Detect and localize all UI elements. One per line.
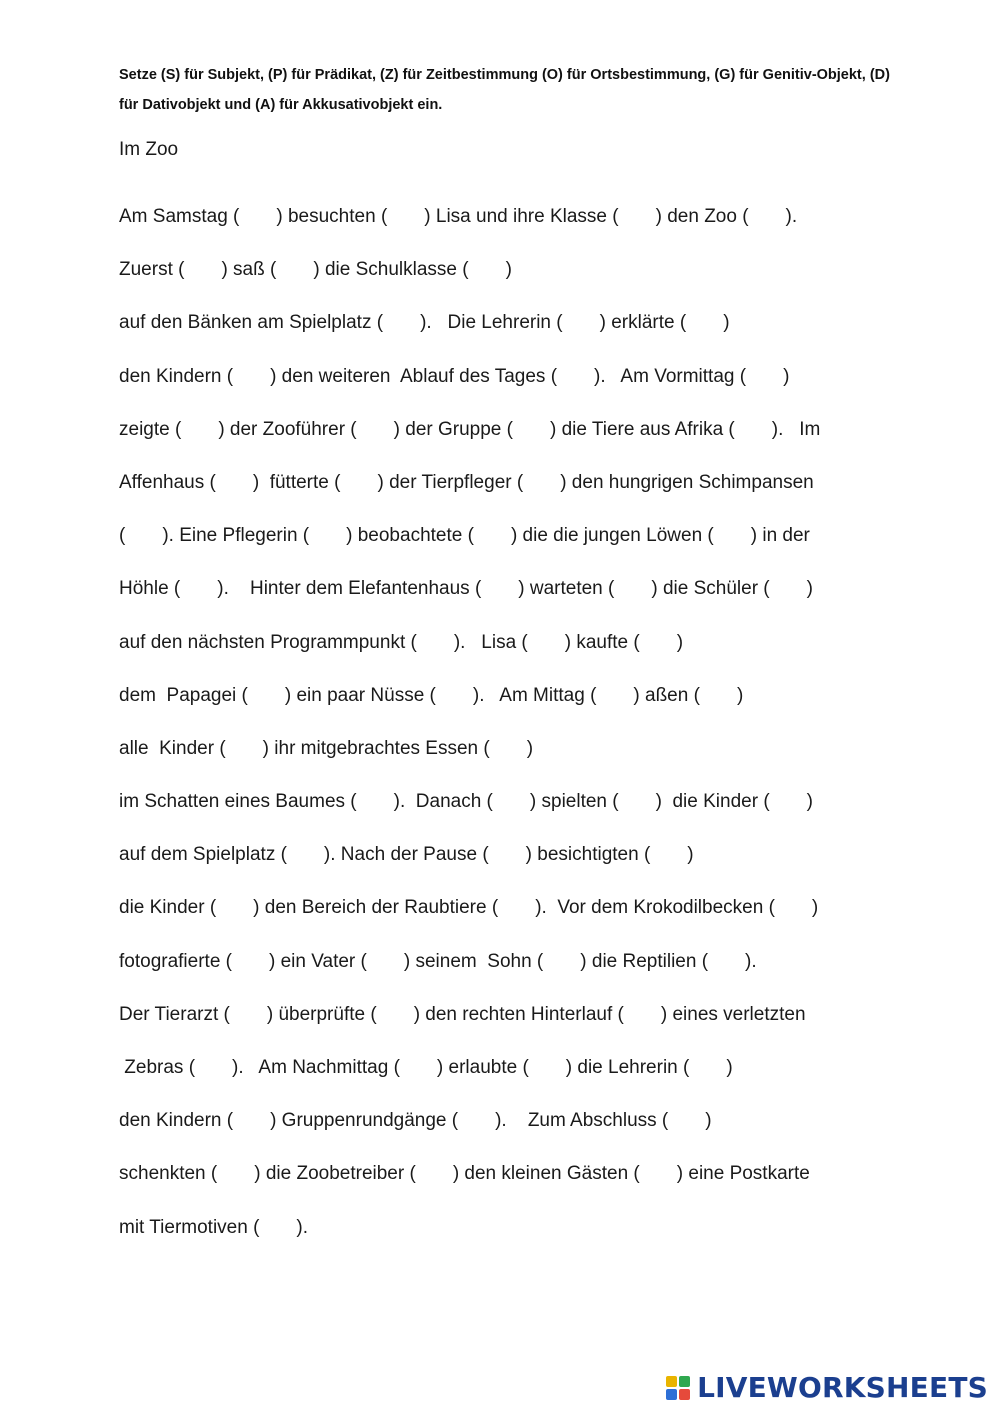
sentence-fragment: ) Lisa und ihre Klasse ( bbox=[424, 206, 619, 227]
answer-blank[interactable] bbox=[474, 521, 511, 547]
sentence-fragment: ) den hungrigen Schimpansen bbox=[560, 471, 814, 493]
answer-blank[interactable] bbox=[259, 1213, 296, 1239]
exercise-line bbox=[119, 786, 919, 839]
sentence-fragment: ) erklärte ( bbox=[599, 312, 687, 334]
sentence-fragment: auf den Bänken am Spielplatz ( bbox=[119, 312, 384, 334]
answer-blank[interactable] bbox=[640, 1159, 677, 1185]
sentence-fragment: ) den weiteren Ablauf des Tages ( bbox=[270, 365, 558, 387]
sentence-fragment: ). Nach der Pause ( bbox=[323, 844, 489, 866]
sentence-fragment: dem Papagei ( bbox=[119, 684, 248, 706]
answer-blank[interactable] bbox=[195, 1053, 232, 1079]
answer-blank[interactable] bbox=[640, 628, 677, 654]
sentence-fragment: ). Lisa ( bbox=[453, 631, 528, 653]
sentence-fragment: ) bbox=[687, 844, 694, 866]
sentence-fragment: ) den Zoo ( bbox=[655, 206, 749, 227]
answer-blank[interactable] bbox=[775, 893, 812, 919]
answer-blank[interactable] bbox=[735, 415, 772, 441]
answer-blank[interactable] bbox=[770, 787, 807, 813]
sentence-fragment: ) in der bbox=[750, 525, 810, 547]
sentence-fragment: ). Hinter dem Elefantenhaus ( bbox=[217, 578, 482, 600]
exercise-line bbox=[119, 1212, 919, 1265]
answer-blank[interactable] bbox=[309, 521, 346, 547]
exercise-line bbox=[119, 254, 919, 307]
sentence-fragment: ) bbox=[806, 578, 813, 600]
sentence-fragment: ) besichtigten ( bbox=[525, 844, 651, 866]
answer-blank[interactable] bbox=[708, 947, 745, 973]
exercise-line bbox=[119, 1158, 919, 1211]
footer-brand bbox=[665, 1371, 988, 1404]
answer-blank[interactable] bbox=[746, 362, 783, 388]
answer-blank[interactable] bbox=[340, 468, 377, 494]
sentence-fragment: ) bbox=[783, 365, 790, 387]
brand-name: LIVEWORKSHEETS bbox=[697, 1371, 988, 1404]
sentence-fragment: ). Danach ( bbox=[393, 791, 493, 813]
exercise-line bbox=[119, 307, 919, 360]
sentence-fragment: ) seinem Sohn ( bbox=[403, 950, 544, 972]
sentence-fragment: ) bbox=[736, 684, 744, 706]
sentence-fragment: ) aßen ( bbox=[633, 684, 700, 706]
answer-blank[interactable] bbox=[523, 468, 560, 494]
answer-blank[interactable] bbox=[184, 255, 221, 281]
sentence-fragment: ). Am Nachmittag ( bbox=[232, 1057, 400, 1078]
exercise-line bbox=[119, 946, 919, 999]
answer-blank[interactable] bbox=[714, 521, 751, 547]
answer-blank[interactable] bbox=[686, 308, 723, 334]
instruction-text: Setze (S) für Subjekt, (P) für Prädikat, (Z) für Zeitbestimmung (O) für Ortsbestimmung, (G) für Genitiv-Objekt, (D) für Dativobjekt und (A) für Akkusativobjekt ein. bbox=[119, 67, 890, 113]
answer-blank[interactable] bbox=[417, 628, 454, 654]
answer-blank[interactable] bbox=[563, 308, 600, 334]
answer-blank[interactable] bbox=[276, 255, 313, 281]
sentence-fragment: ) den kleinen Gästen ( bbox=[452, 1163, 640, 1185]
answer-blank[interactable] bbox=[239, 202, 276, 228]
answer-blank[interactable] bbox=[217, 1159, 254, 1185]
sentence-fragment: ) die Kinder ( bbox=[655, 791, 770, 813]
answer-blank[interactable] bbox=[650, 840, 687, 866]
answer-blank[interactable] bbox=[596, 681, 633, 707]
answer-blank[interactable] bbox=[513, 415, 550, 441]
exercise-line bbox=[119, 733, 919, 786]
answer-blank[interactable] bbox=[125, 521, 162, 547]
answer-blank[interactable] bbox=[233, 1106, 270, 1132]
sentence-fragment: auf dem Spielplatz ( bbox=[119, 844, 287, 866]
sentence-fragment: fotografierte ( bbox=[119, 950, 232, 972]
sentence-fragment: ). Im bbox=[771, 418, 821, 440]
sentence-fragment: ) ihr mitgebrachtes Essen ( bbox=[262, 737, 490, 759]
sentence-fragment: ) überprüfte ( bbox=[266, 1003, 377, 1025]
sentence-fragment: ) fütterte ( bbox=[252, 471, 341, 493]
sentence-fragment: ) saß ( bbox=[221, 259, 277, 281]
sentence-fragment: ) bbox=[726, 1057, 733, 1078]
answer-blank[interactable] bbox=[383, 308, 420, 334]
sentence-fragment: Zuerst ( bbox=[119, 259, 185, 281]
sentence-fragment: zeigte ( bbox=[119, 418, 182, 440]
sentence-fragment: ) die Zoobetreiber ( bbox=[254, 1163, 416, 1185]
sentence-fragment: alle Kinder ( bbox=[119, 737, 226, 759]
answer-blank[interactable] bbox=[498, 893, 535, 919]
sentence-fragment: ). bbox=[745, 950, 757, 972]
answer-blank[interactable] bbox=[233, 362, 270, 388]
sentence-fragment: schenkten ( bbox=[119, 1163, 218, 1185]
exercise-line bbox=[119, 467, 919, 520]
answer-blank[interactable] bbox=[770, 574, 807, 600]
answer-blank[interactable] bbox=[557, 362, 594, 388]
answer-blank[interactable] bbox=[490, 734, 527, 760]
exercise-line bbox=[119, 361, 919, 414]
sentence-fragment: ). Zum Abschluss ( bbox=[495, 1110, 669, 1132]
sentence-fragment: ) den rechten Hinterlauf ( bbox=[413, 1003, 624, 1025]
sentence-fragment: ) warteten ( bbox=[518, 578, 615, 600]
exercise-line bbox=[119, 520, 919, 573]
answer-blank[interactable] bbox=[357, 415, 394, 441]
sentence-fragment: im Schatten eines Baumes ( bbox=[119, 791, 357, 813]
answer-blank[interactable] bbox=[387, 202, 424, 228]
sentence-fragment: Der Tierarzt ( bbox=[119, 1003, 230, 1025]
sentence-fragment: ). bbox=[296, 1216, 309, 1238]
sentence-fragment: ) die Reptilien ( bbox=[580, 950, 709, 972]
answer-blank[interactable] bbox=[232, 947, 269, 973]
sentence-fragment: ) ein Vater ( bbox=[269, 950, 367, 972]
sentence-fragment: ) den Bereich der Raubtiere ( bbox=[253, 897, 499, 919]
sentence-fragment: ) bbox=[811, 897, 819, 919]
exercise-line bbox=[119, 627, 919, 680]
answer-blank[interactable] bbox=[216, 468, 253, 494]
sentence-fragment: ) eines verletzten bbox=[660, 1003, 806, 1025]
sentence-fragment: ). bbox=[785, 206, 798, 227]
exercise-line bbox=[119, 414, 919, 467]
answer-blank[interactable] bbox=[230, 1000, 267, 1026]
sentence-fragment: Am Samstag ( bbox=[119, 206, 240, 227]
answer-blank[interactable] bbox=[619, 202, 656, 228]
sentence-fragment: den Kindern ( bbox=[119, 365, 234, 387]
sentence-fragment: ). Am Vormittag ( bbox=[594, 365, 747, 387]
answer-blank[interactable] bbox=[689, 1053, 726, 1079]
sentence-fragment: Höhle ( bbox=[119, 578, 181, 600]
answer-blank[interactable] bbox=[469, 255, 506, 281]
sentence-fragment: ). Eine Pflegerin ( bbox=[162, 525, 310, 547]
sentence-fragment: Zebras ( bbox=[119, 1057, 196, 1078]
answer-blank[interactable] bbox=[749, 202, 786, 228]
answer-blank[interactable] bbox=[400, 1053, 437, 1079]
exercise-line bbox=[119, 201, 919, 254]
sentence-fragment: ) bbox=[723, 312, 730, 334]
answer-blank[interactable] bbox=[489, 840, 526, 866]
answer-blank[interactable] bbox=[436, 681, 473, 707]
answer-blank[interactable] bbox=[493, 787, 530, 813]
exercise-line bbox=[119, 839, 919, 892]
sentence-fragment: ) die Schulklasse ( bbox=[313, 259, 469, 281]
answer-blank[interactable] bbox=[481, 574, 518, 600]
answer-blank[interactable] bbox=[624, 1000, 661, 1026]
sentence-fragment: ) ein paar Nüsse ( bbox=[284, 684, 436, 706]
sentence-fragment: ) kaufte ( bbox=[564, 631, 640, 653]
sentence-fragment: den Kindern ( bbox=[119, 1110, 234, 1132]
answer-blank[interactable] bbox=[458, 1106, 495, 1132]
answer-blank[interactable] bbox=[377, 1000, 414, 1026]
worksheet-title: Im Zoo bbox=[119, 139, 179, 160]
sentence-fragment: ) die Lehrerin ( bbox=[565, 1057, 690, 1078]
sentence-fragment: ) spielten ( bbox=[529, 791, 619, 813]
sentence-fragment: ) bbox=[806, 791, 813, 813]
answer-blank[interactable] bbox=[367, 947, 404, 973]
answer-blank[interactable] bbox=[248, 681, 285, 707]
sentence-fragment: ). Die Lehrerin ( bbox=[420, 312, 563, 334]
sentence-fragment: ) der Tierpfleger ( bbox=[377, 471, 524, 493]
answer-blank[interactable] bbox=[619, 787, 656, 813]
exercise-line bbox=[119, 999, 919, 1052]
sentence-fragment: ) Gruppenrundgänge ( bbox=[270, 1110, 459, 1132]
sentence-fragment: ) die Tiere aus Afrika ( bbox=[549, 418, 735, 440]
sentence-fragment: ). Am Mittag ( bbox=[472, 684, 597, 706]
answer-blank[interactable] bbox=[528, 628, 565, 654]
exercise-text bbox=[119, 201, 919, 1265]
sentence-fragment: ). Vor dem Krokodilbecken ( bbox=[535, 897, 775, 919]
answer-blank[interactable] bbox=[700, 681, 737, 707]
answer-blank[interactable] bbox=[181, 415, 218, 441]
answer-blank[interactable] bbox=[180, 574, 217, 600]
exercise-line bbox=[119, 573, 919, 626]
liveworksheets-logo-icon bbox=[665, 1375, 691, 1401]
sentence-fragment: die Kinder ( bbox=[119, 897, 217, 919]
exercise-line bbox=[119, 1105, 919, 1158]
answer-blank[interactable] bbox=[529, 1053, 566, 1079]
answer-blank[interactable] bbox=[357, 787, 394, 813]
sentence-fragment: ) beobachtete ( bbox=[346, 525, 474, 547]
answer-blank[interactable] bbox=[287, 840, 324, 866]
answer-blank[interactable] bbox=[226, 734, 263, 760]
sentence-fragment: ) eine Postkarte bbox=[676, 1163, 810, 1185]
sentence-fragment: ) die Schüler ( bbox=[651, 578, 770, 600]
sentence-fragment: ) bbox=[526, 737, 534, 759]
sentence-fragment: Affenhaus ( bbox=[119, 471, 216, 493]
answer-blank[interactable] bbox=[543, 947, 580, 973]
sentence-fragment: ) erlaubte ( bbox=[436, 1057, 529, 1078]
answer-blank[interactable] bbox=[668, 1106, 705, 1132]
exercise-line bbox=[119, 892, 919, 945]
sentence-fragment: ) der Zooführer ( bbox=[218, 418, 357, 440]
answer-blank[interactable] bbox=[614, 574, 651, 600]
sentence-fragment: mit Tiermotiven ( bbox=[119, 1216, 260, 1238]
answer-blank[interactable] bbox=[416, 1159, 453, 1185]
sentence-fragment: ( bbox=[119, 525, 126, 547]
sentence-fragment: ) bbox=[705, 1110, 712, 1132]
sentence-fragment: ) der Gruppe ( bbox=[393, 418, 513, 440]
sentence-fragment: auf den nächsten Programmpunkt ( bbox=[119, 631, 417, 653]
exercise-line bbox=[119, 680, 919, 733]
sentence-fragment: ) besuchten ( bbox=[276, 206, 388, 227]
sentence-fragment: ) bbox=[676, 631, 684, 653]
sentence-fragment: ) die die jungen Löwen ( bbox=[510, 525, 714, 547]
exercise-line bbox=[119, 1052, 919, 1105]
answer-blank[interactable] bbox=[216, 893, 253, 919]
sentence-fragment: ) bbox=[505, 259, 512, 281]
